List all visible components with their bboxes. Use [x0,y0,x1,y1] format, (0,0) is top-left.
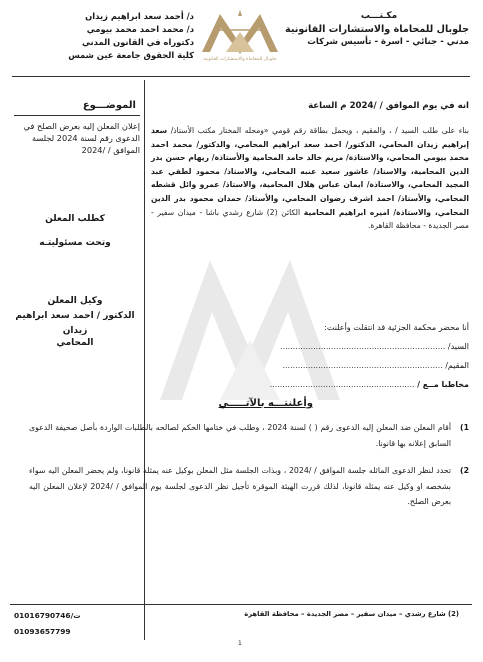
agent-block [10,294,140,339]
bailiff-line: أنا محضر محكمة الجزئية قد انتقلت وأعلنت: [324,323,469,332]
lawyer-line-4: كلية الحقوق جامعة عين شمس [68,50,194,60]
column-divider [144,80,145,640]
footer-phones [14,608,81,640]
request-paragraph [151,124,469,233]
subject-title: الموضـــوع [82,100,136,111]
agent-title: وكيل المعلن [47,296,103,306]
page-number: 1 [238,640,242,647]
header-divider [12,76,470,77]
logo-mark-icon [196,6,284,56]
lawyer-line-2: د/ محمد احمد محمد بيومي [86,24,194,34]
firm-services: مدني - جنائي - اسرة - تأسيس شركات [307,37,469,47]
requester-block [10,212,140,250]
requester-sub: وتحت مسئوليتـه [39,238,111,248]
item-number: 1) [459,423,469,432]
request-intro: بناء على طلب السيد / ، والمقيم ، ويحمل بطاقة رقم قومي «ومحله المختار مكتب الأستاذ/ [170,126,469,135]
phone-2: 01093657799 [14,627,71,636]
agent-name: الدكتور / احمد سعد ابراهيم زيدان [15,311,135,336]
office-word: مكـتـــب [360,11,398,21]
date-line: انه في يوم الموافق / /2024 م الساعة [308,101,469,111]
lawyer-line-3: دكتوراه في القانون المدني [82,37,194,47]
subject-title-rule [14,115,140,116]
office-address: الكائن (2) شارع رشدي باشا - ميدان سفير - مصر الجديدة - محافظة القاهرة. [151,207,469,231]
firm-name: جلوبال للمحاماة والاستشارات القانونية [285,24,469,35]
phone-1: ت/01016790746 [14,611,81,620]
announcement-items [29,420,469,522]
footer-address: (2) شارع رشدي – ميدان سفير – مصر الجديدة – محافظة القاهرة [244,610,459,618]
list-item [29,420,469,451]
item-text: تحدد لنظر الدعوى الماثله جلسة الموافق / /2024 ، وبذات الجلسة مثل المعلن بوكيل عنه يمثله قانونا، ولم يحضر المعلن اليه سواء بشخصه او وكيل عنه يمثله قانونا، لذلك قررت الهيئة الموقرة تأجيل نظر الدعوى لجلسة يوم الموافق / /2024 لإعلان المعلن اليه بعرض الصلح. [29,466,451,506]
announce-title: وأعلنتـــه بالآتـــــي [218,398,313,409]
footer-divider [10,604,472,605]
service-fields [151,318,469,394]
logo-subtitle: جلوبال للمحاماة والاستشارات القانونية [203,57,277,62]
firm-header [279,10,469,49]
field-resident: المقيم/ ............................................................... [282,361,469,370]
item-text: أقام المعلن ضد المعلن إليه الدعوى رقم ( ) لسنة 2024 ، وطلب في ختامها الحكم لصالحه بالطلبات الواردة بأصل صحيفة الدعوى السابق إعلانه بها قانونا. [29,423,451,448]
list-item [29,463,469,510]
item-number: 2) [459,466,469,475]
lawyer-word: المحامي [56,338,94,348]
lawyer-line-1: د/ أحمد سعد ابراهيم زيدان [85,11,194,21]
subject-text: إعلان المعلن إليه بعرض الصلح في الدعوى رقم لسنة 2024 لجلسة الموافق / /2024 [23,121,140,155]
field-mr: السيد/ ................................................................. [280,342,469,351]
firm-logo [196,6,284,68]
lawyer-names: سعد إبراهيم زيدان المحامي، الدكتور/ احمد سعد ابراهيم المحامي، والدكتور/ محمد احمد محمد بيومي المحامي، والاستاذة/ مريم خالد حامد المحامية والأستاذة/ ريهام حسن بدر الدين المحامية، والاستاذ/ عاشور سعيد عنبه المحامي، والاستاذ/ محمود لطفي عبد المجيد المحامي، والاستاذة/ ايمان عباس هلال المحامية، والاستاذ/ عمرو وائل قشطه المحامي، والأستاذ/ احمد اشرف رضوان المحامي، والأستاذ/ حمدان محمود بدر الدين المحامي، والاستاذة/ اميره ابراهيم المحامية [151,126,469,217]
lawyers-header [14,10,194,62]
requester-title: كطلب المعلن [45,214,105,224]
field-addressed: مخاطبا مــع / ......................................................... [269,380,469,389]
